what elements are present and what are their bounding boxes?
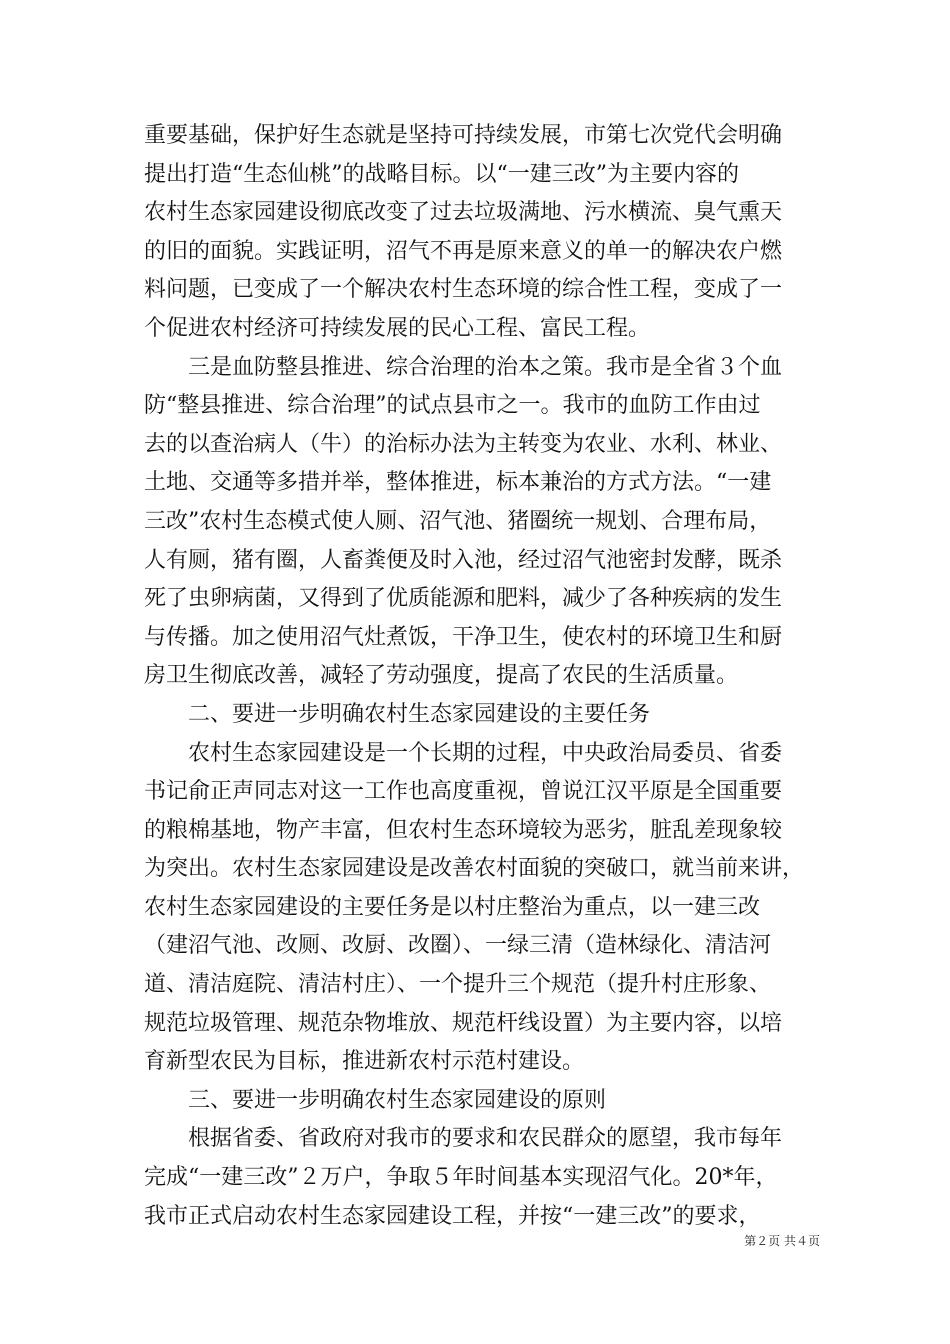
text-line: 的旧的面貌。实践证明，沼气不再是原来意义的单一的解决农户燃: [144, 238, 783, 264]
page-number: 第２页 共４页: [744, 1234, 820, 1248]
text-line: 农村生态家园建设彻底改变了过去垃圾满地、污水横流、臭气熏天: [144, 200, 783, 226]
text-line: 土地、交通等多措并举，整体推进，标本兼治的方式方法。“一建: [144, 470, 772, 496]
text-line: 规范垃圾管理、规范杂物堆放、规范杆线设置）为主要内容，以培: [144, 1010, 783, 1036]
text-line: 提出打造“生态仙桃”的战略目标。以“一建三改”为主要内容的: [144, 161, 739, 187]
text-line: 房卫生彻底改善，减轻了劳动强度，提高了农民的生活质量。: [144, 663, 739, 689]
text-line: 为突出。农村生态家园建设是改善农村面貌的突破口，就当前来讲，: [144, 856, 805, 882]
text-line: 防“整县推进、综合治理”的试点县市之一。我市的血防工作由过: [144, 393, 761, 419]
text-line: 三是血防整县推进、综合治理的治本之策。我市是全省３个血: [188, 354, 783, 380]
text-line: 我市正式启动农村生态家园建设工程，并按“一建三改”的要求，: [144, 1203, 761, 1229]
text-line: 料问题，已变成了一个解决农村生态环境的综合性工程，变成了一: [144, 277, 783, 303]
text-line: 人有厕，猪有圈，人畜粪便及时入池，经过沼气池密封发酵，既杀: [144, 547, 783, 573]
text-line: 三改”农村生态模式使人厕、沼气池、猪圈统一规划、合理布局，: [144, 508, 772, 534]
text-line: 个促进农村经济可持续发展的民心工程、富民工程。: [144, 315, 651, 341]
text-line: 道、清洁庭院、清洁村庄）、一个提升三个规范（提升村庄形象、: [144, 972, 772, 998]
text-line: 去的以查治病人（牛）的治标办法为主转变为农业、水利、林业、: [144, 431, 783, 457]
text-line: 农村生态家园建设是一个长期的过程，中央政治局委员、省委: [188, 740, 783, 766]
text-line: 死了虫卵病菌，又得到了优质能源和肥料，减少了各种疾病的发生: [144, 586, 783, 612]
document-body: [144, 117, 816, 1236]
text-line: 根据省委、省政府对我市的要求和农民群众的愿望，我市每年: [188, 1126, 783, 1152]
text-line: 二、要进一步明确农村生态家园建设的主要任务: [188, 701, 651, 727]
text-line: 书记俞正声同志对这一工作也高度重视，曾说江汉平原是全国重要: [144, 779, 783, 805]
text-line: 完成“一建三改”２万户，争取５年时间基本实现沼气化。20*年，: [144, 1165, 778, 1191]
text-line: 重要基础，保护好生态就是坚持可持续发展，市第七次党代会明确: [144, 123, 783, 148]
text-line: 与传播。加之使用沼气灶煮饭，干净卫生，使农村的环境卫生和厨: [144, 624, 783, 650]
text-line: 农村生态家园建设的主要任务是以村庄整治为重点，以一建三改: [144, 894, 761, 920]
text-line: （建沼气池、改厕、改厨、改圈）、一绿三清（造林绿化、清洁河: [144, 933, 772, 959]
text-line: 的粮棉基地，物产丰富，但农村生态环境较为恶劣，脏乱差现象较: [144, 817, 783, 843]
text-line: 三、要进一步明确农村生态家园建设的原则: [188, 1087, 607, 1113]
text-line: 育新型农民为目标，推进新农村示范村建设。: [144, 1049, 585, 1075]
